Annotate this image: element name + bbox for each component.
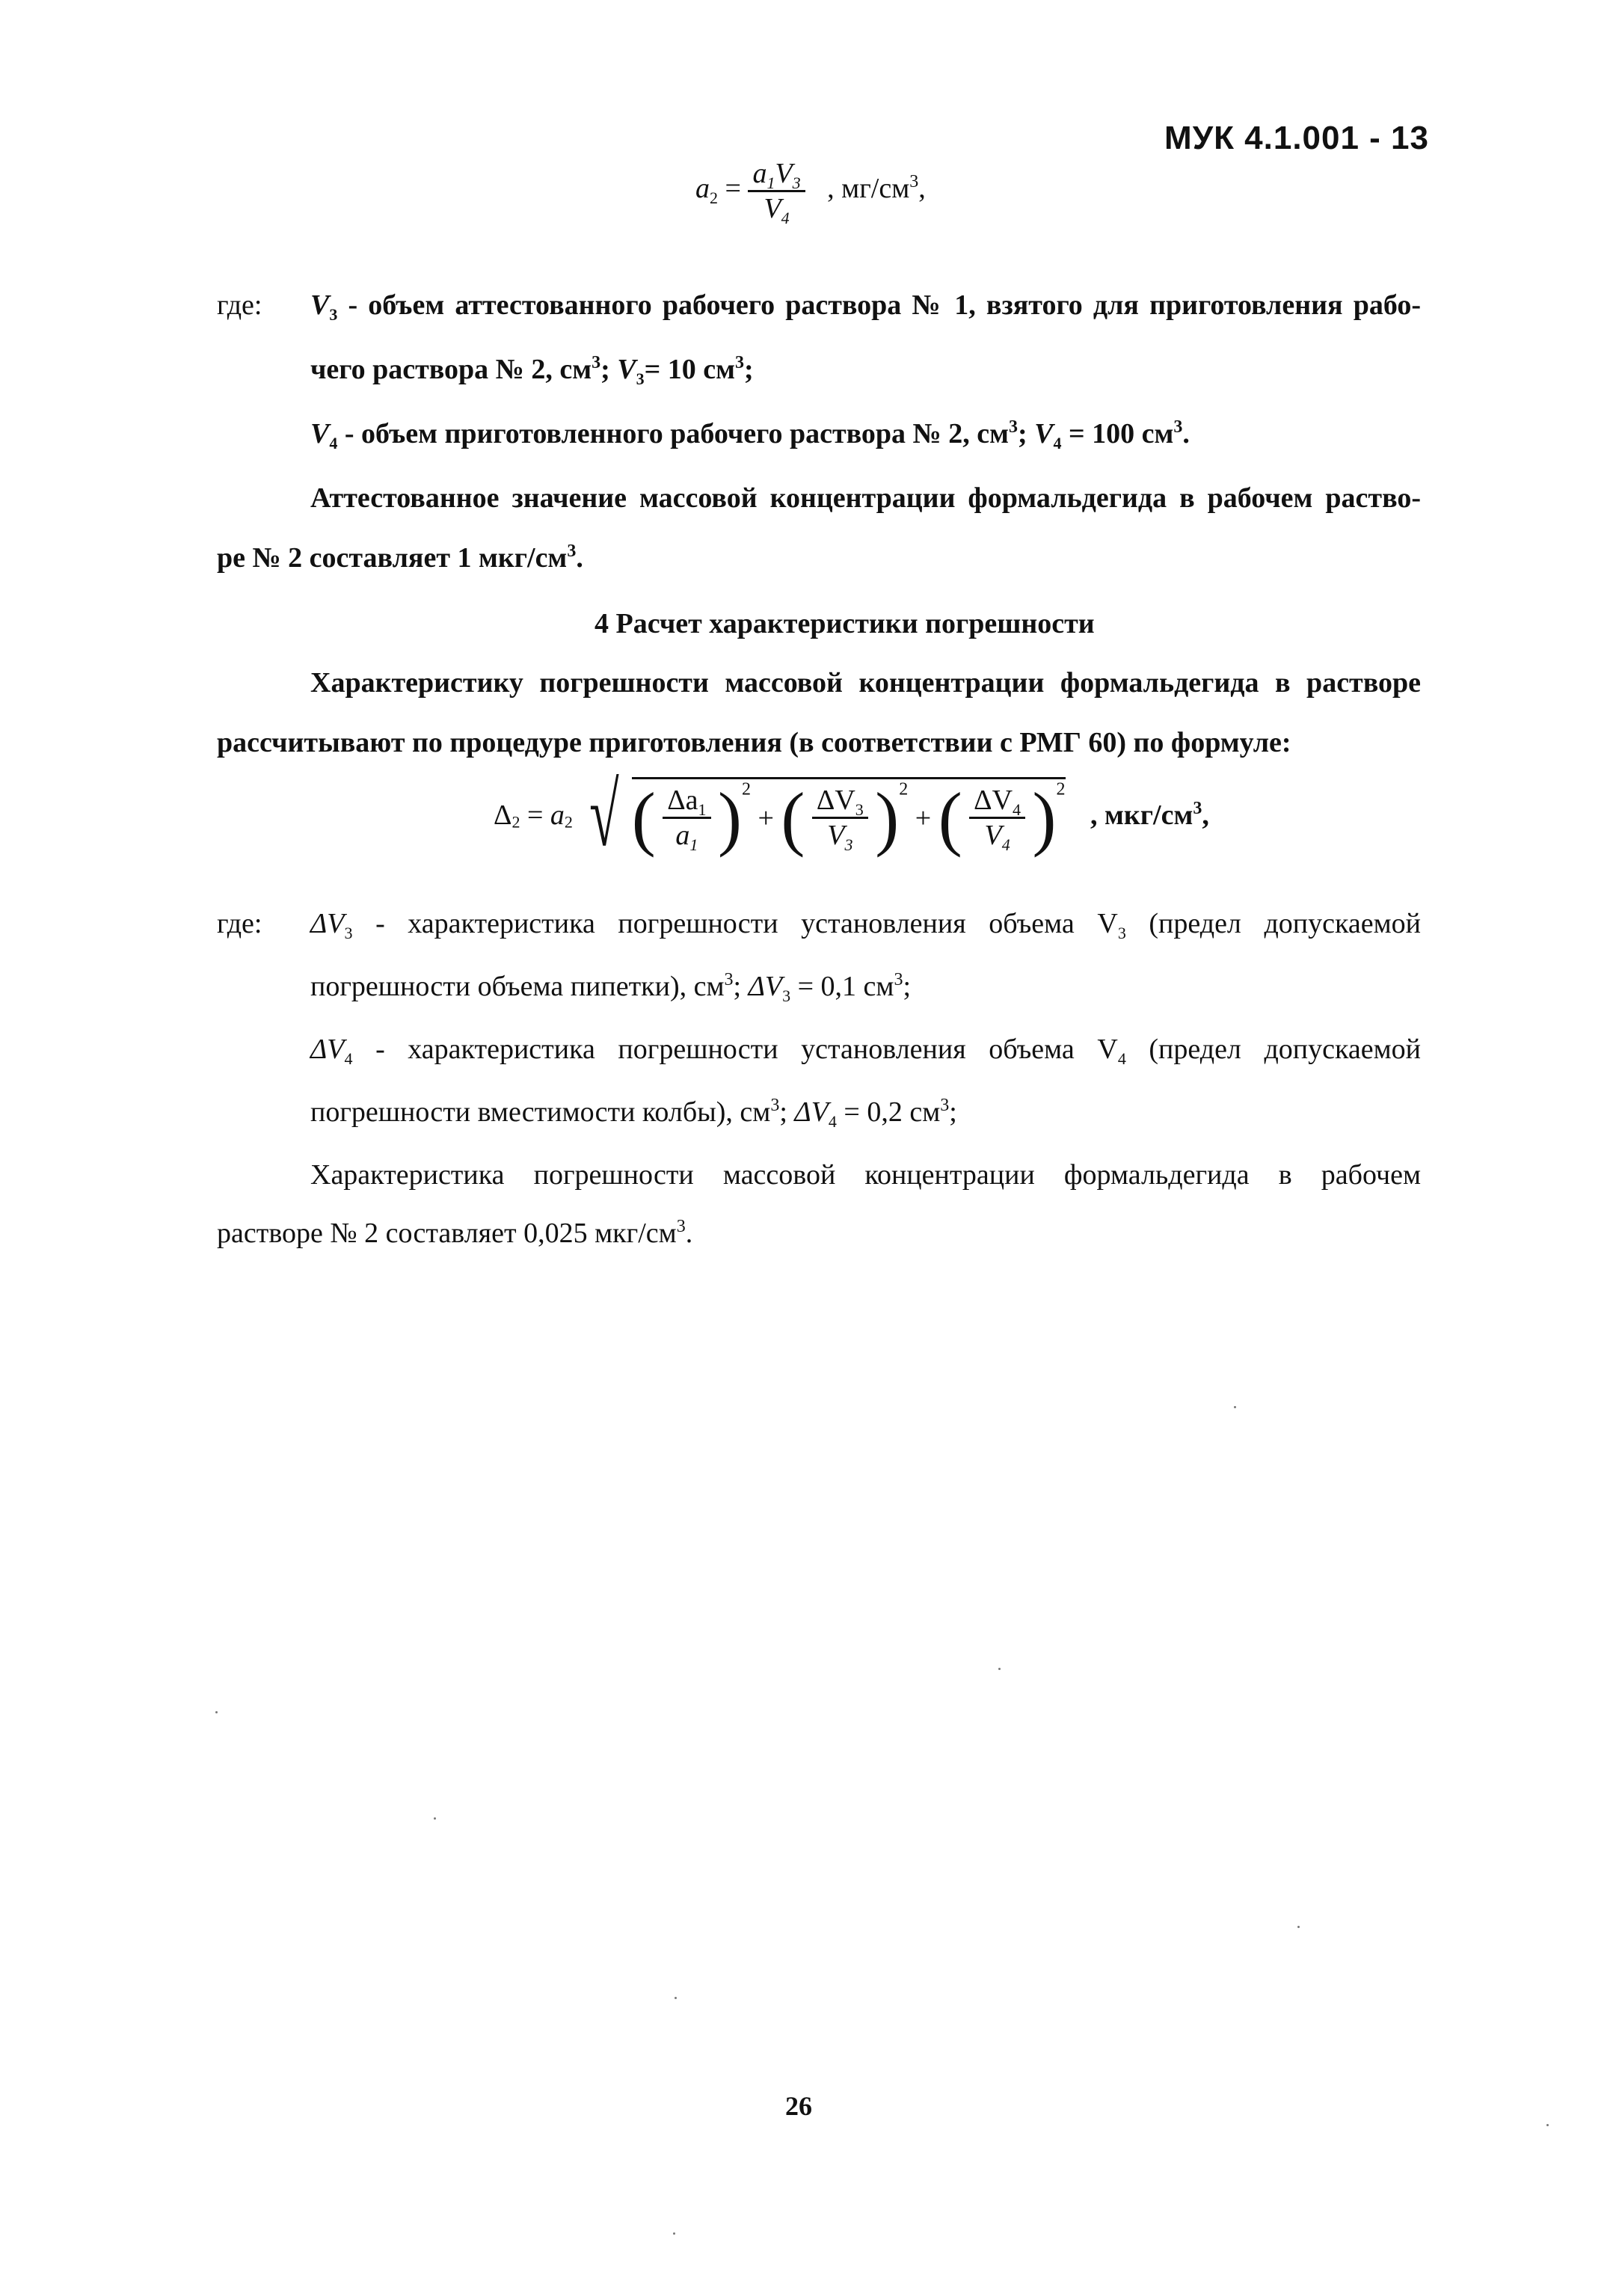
attest-line2: ре № 2 составляет 1 мкг/$см^3$. bbox=[217, 541, 583, 574]
term2-fraction: $\frac{\Delta V_3}{V_3}$ bbox=[812, 784, 868, 852]
formula2-unit: , мкг/$см^3$, bbox=[1090, 799, 1209, 831]
formula-fraction bbox=[748, 157, 805, 225]
section-para-line2: рассчитывают по процедуре приготовления (в соответствии с РМГ 60) по формуле: bbox=[217, 727, 1291, 758]
formula-a2 bbox=[695, 157, 926, 225]
formula-eq: = bbox=[725, 173, 741, 205]
where-label-2: где: bbox=[217, 908, 262, 939]
dv4-definition-line2: погрешности вместимости колбы), $см^3$; $\Delta V_4 = 0,2$ $см^3$; bbox=[310, 1096, 957, 1131]
dv3-definition-line2: погрешности объема пипетки), $см^3$; $\Delta V_3 = 0,1$ $см^3$; bbox=[310, 970, 912, 1005]
scan-speck bbox=[673, 2232, 675, 2235]
section-title: 4 Расчет характеристики погрешности bbox=[595, 608, 1095, 639]
sqrt-sign: √ bbox=[589, 765, 620, 865]
scan-speck bbox=[215, 1711, 218, 1713]
conclusion-line1: Характеристика погрешности массовой концентрации формальдегида в рабочем bbox=[310, 1159, 1421, 1191]
v3-definition-line1: $V_3$ - объем аттестованного рабочего раствора № 1, взятого для приготовления рабо- bbox=[310, 289, 1421, 324]
dv3-definition-line1: $\Delta V_3$ - характеристика погрешности установления объема $V_3$ (предел допускаемой bbox=[310, 908, 1421, 942]
fraction-numerator: $a_1V_3$ bbox=[748, 157, 805, 192]
formula-lhs: a bbox=[695, 173, 710, 205]
formula-delta2: $\Delta_2 = a_2$ √ ( $\frac{\Delta a_1}{a_1}$ )$^2$ + ( $\frac{\Delta V_3}{V_3}$ )$^2$ + ( $\frac{\Delta V_4}{V_4}$ )$^2$ , мкг/$см^3$, bbox=[494, 765, 1209, 865]
formula-unit: , $мг/см^3$, bbox=[827, 172, 926, 205]
section-para-line1: Характеристику погрешности массовой концентрации формальдегида в растворе bbox=[310, 667, 1421, 699]
scan-speck bbox=[675, 1997, 677, 1999]
attest-line1: Аттестованное значение массовой концентрации формальдегида в рабочем раство- bbox=[310, 482, 1421, 514]
formula-lhs-sub: 2 bbox=[710, 188, 718, 208]
document-code: МУК 4.1.001 - 13 bbox=[1164, 120, 1429, 156]
scan-speck bbox=[1297, 1926, 1300, 1928]
scan-speck bbox=[434, 1817, 436, 1820]
scan-speck bbox=[1234, 1406, 1236, 1408]
delta-lhs: Δ bbox=[494, 799, 512, 831]
scan-speck bbox=[998, 1668, 1001, 1670]
v3-definition-line2: чего раствора № 2, $см^3$; $V_3= 10$ $см^3$; bbox=[310, 353, 754, 388]
dv4-definition-line1: $\Delta V_4$ - характеристика погрешности установления объема $V_4$ (предел допускаемой bbox=[310, 1034, 1421, 1068]
conclusion-line2: растворе № 2 составляет 0,025 мкг/$см^3$. bbox=[217, 1217, 693, 1249]
where-label-1: где: bbox=[217, 289, 262, 321]
term1-fraction: $\frac{\Delta a_1}{a_1}$ bbox=[663, 784, 710, 852]
sqrt-body: ( $\frac{\Delta a_1}{a_1}$ )$^2$ + ( $\frac{\Delta V_3}{V_3}$ )$^2$ + ( $\frac{\Delta V_4}{V_4}$ )$^2$ bbox=[631, 777, 1066, 858]
fraction-denominator: $V_4$ bbox=[764, 193, 790, 227]
term3-fraction: $\frac{\Delta V_4}{V_4}$ bbox=[969, 784, 1025, 852]
scan-speck bbox=[1546, 2124, 1549, 2126]
page-number: 26 bbox=[785, 2091, 812, 2121]
v4-definition: $V_4$ - объем приготовленного рабочего раствора № 2, $см^3$; $V_4 = 100$ $см^3$. bbox=[310, 417, 1190, 452]
